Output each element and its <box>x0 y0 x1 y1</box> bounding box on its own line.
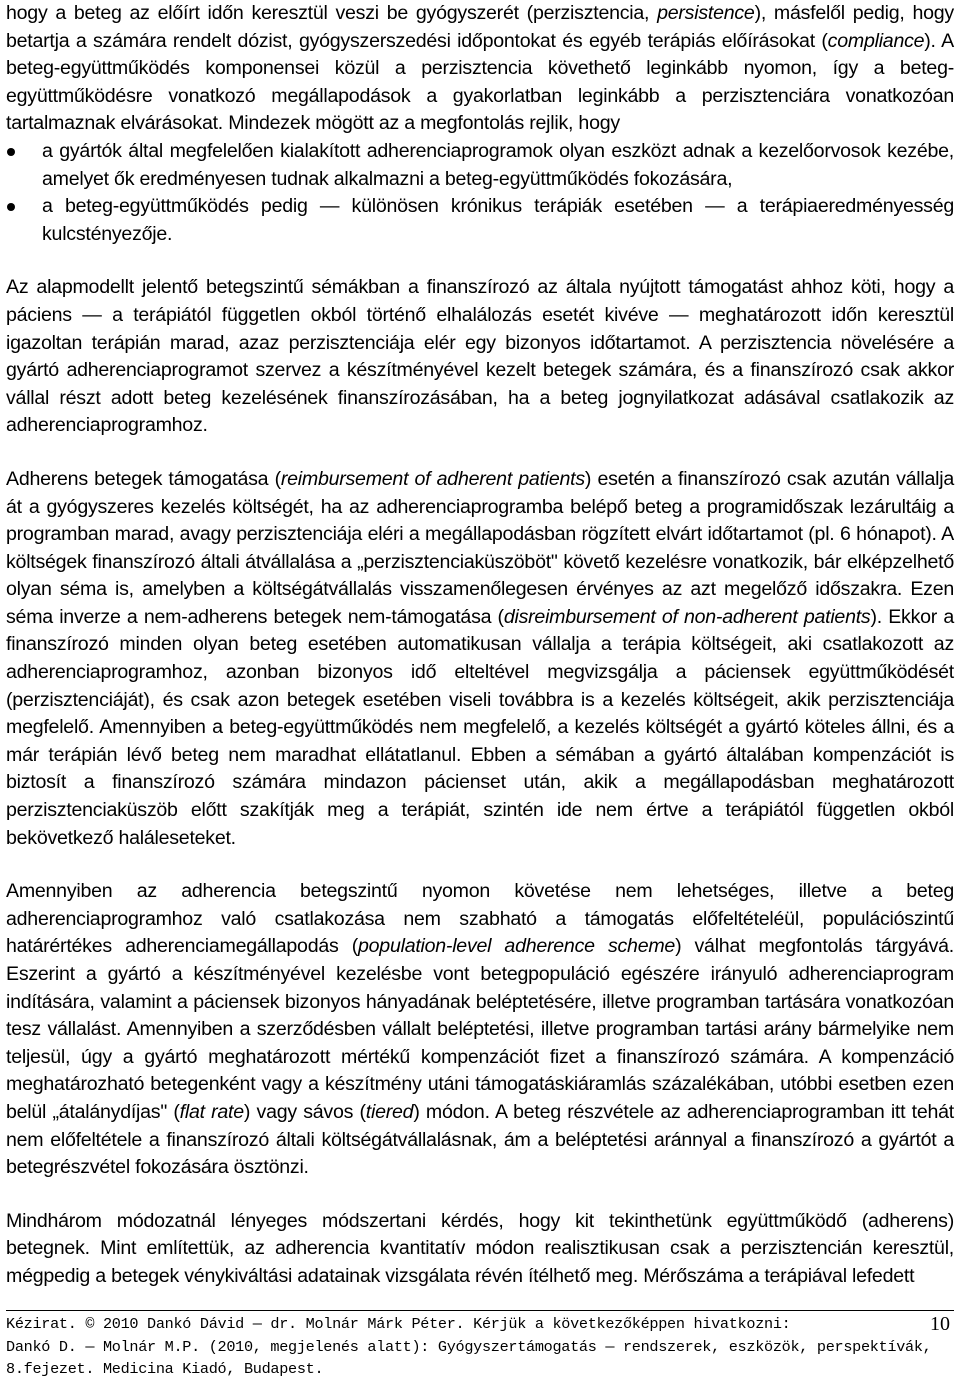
italic-term: compliance <box>827 29 925 52</box>
text-segment: ), másfelől pedig, hogy betartja a számára rendelt dózist, gyógyszerszedési időpontokat és egyéb terápiás előírásokat ( <box>6 2 954 52</box>
paragraph-base-model: Az alapmodellt jelentő betegszintű sémákban a finanszírozó az általa nyújtott támogatást ahhoz köti, hogy a páciens — a terápiától független okból történő elhalálozás esetét kivéve — meghatározott időn keresztül igazoltan terápián marad, azaz perzisztenciája elér egy bizonyos időtartamot. A perzisztencia növelésére a gyártó adherenciaprogramot szervez a készítményével kezelt betegek számára, és a finanszírozó csak akkor vállal részt adott beteg kezelésének finanszírozásában, ha a beteg jognyilatkozat adásával csatlakozik az adherenciaprogramhoz. <box>6 276 954 437</box>
footer-line: Dankó D. — Molnár M.P. (2010, megjelenés alatt): Gyógyszertámogatás — rendszerek, eszközök, perspektívák, <box>6 1337 932 1356</box>
text-segment: hogy a beteg az előírt időn keresztül veszi be gyógyszerét (perzisztencia, <box>6 2 658 24</box>
bullet-list <box>6 138 954 248</box>
paragraph-population-level <box>6 878 954 1182</box>
page-number: 10 <box>930 1313 950 1335</box>
paragraph-methodology: Mindhárom módozatnál lényeges módszertani kérdés, hogy kit tekinthetünk együttműködő (adherens) betegnek. Mint említettük, az adherencia kvantitatív módon realisztikusan csak a perzisztencián keresztül, mégpedig a betegek vénykiváltási adatainak vizsgálata révén ítélhető meg. Mérőszáma a terápiával lefedett <box>6 1209 954 1287</box>
footer-line: Kézirat. © 2010 Dankó Dávid — dr. Molnár Márk Péter. Kérjük a következőképpen hivatkozni: <box>6 1315 791 1333</box>
text-segment: ) vagy sávos ( <box>243 1100 366 1123</box>
italic-term: population-level adherence scheme <box>358 935 676 958</box>
paragraph-persistence-compliance <box>6 0 954 138</box>
page-footer <box>6 1313 954 1381</box>
footer-divider <box>6 1310 954 1311</box>
text-segment: ). Ekkor a finanszírozó minden olyan beteg esetében automatikusan vállalja a terápia költségeit, aki csatlakozott az adherenciaprogramhoz, azonban bizonyos idő elteltével megvizsgálja a páciensek együttműködését (perzisztenciáját), és csak azon betegek esetében viseli továbbra is a kezelés költségeit, akik perzisztenciája megfelelő. Amennyiben a beteg-együttműködés nem megfelelő, a kezelés költségét a gyártó köteles állni, és a már terápián lévő beteg nem maradhat ellátatlanul. Ebben a sémában a gyártó általában kompenzációt is biztosít a finanszírozó számára mindazon pácienset után, akik a megállapodásban meghatározott perzisztenciaküszöb előtt szakítják meg a terápiát, szintén ide nem értve a terápiától független okból bekövetkező haláleseteket. <box>6 605 954 849</box>
list-item <box>6 193 954 248</box>
text-segment: ) esetén a finanszírozó csak azután vállalja át a gyógyszeres kezelés költségét, ha az adherenciaprogramba belépő beteg a programidőszak lezárultáig a programban marad, avagy perzisztenciája eléri a megállapodásban rögzített elvárt időtartamot (pl. 6 hónapot). A költségek finanszírozó általi átvállalása a „perzisztenciaküszöböt" követő kezelésre vonatkozik, bár elképzelhető olyan séma is, amelyben a költségátvállalás visszamenőlegesen érvényes az azt megelőző időszakra. Ezen séma inverze a nem-adherens betegek nem-támogatása ( <box>6 467 954 628</box>
italic-term: reimbursement of adherent patients <box>280 467 585 490</box>
bullet-icon <box>7 203 15 211</box>
document-page <box>6 0 954 1291</box>
footer-line: 8.fejezet. Medicina Kiadó, Budapest. <box>6 1360 324 1378</box>
italic-term: flat rate <box>179 1100 244 1123</box>
paragraph-adherent-reimbursement <box>6 466 954 852</box>
italic-term: persistence <box>657 2 755 24</box>
italic-term: tiered <box>365 1100 414 1123</box>
list-item-text: a gyártók által megfelelően kialakított adherenciaprogramok olyan eszközt adnak a kezelőorvosok kezébe, amelyet ők eredményesen tudnak alkalmazni a beteg-együttműködés fokozására, <box>42 139 954 190</box>
bullet-icon <box>7 148 15 156</box>
italic-term: disreimbursement of non-adherent patients <box>503 605 871 628</box>
text-segment: Adherens betegek támogatása ( <box>6 467 281 490</box>
text-segment: ) módon. A beteg részvétele az adherenciaprogramban itt tehát nem előfeltétele a finanszírozó általi költségátvállalásnak, ám a beléptetési aránnyal a finanszírozó a gyártót a betegrészvétel fokozására ösztönzi. <box>6 1100 954 1179</box>
list-item-text: a beteg-együttműködés pedig — különösen krónikus terápiák esetében — a terápiaeredményesség kulcstényezője. <box>42 195 954 245</box>
text-segment: ) válhat megfontolás tárgyává. Eszerint a gyártó a készítményével kezelésbe vont betegpopuláció egészére irányuló adherenciaprogram indítására, valamint a páciensek bizonyos hányadának beléptetésére, illetve programban tartására vonatkozóan tesz vállalást. Amennyiben a szerződésben vállalt beléptetési, illetve programban tartási arány bármelyike nem teljesül, úgy a gyártó meghatározott mértékű kompenzációt fizet a finanszírozó számára. A kompenzáció meghatározható betegenként vagy a készítmény utáni támogatáskiáramlás százalékában, utóbbi esetben ezen belül „átalánydíjas" ( <box>6 935 954 1123</box>
list-item <box>6 138 954 193</box>
text-segment: ). A beteg-együttműködés komponensei közül a perzisztencia követhető leginkább nyomon, így a beteg-együttműködésre vonatkozó megállapodások a gyakorlatban leginkább a perzisztenciára vonatkozóan tartalmaznak elvárásokat. Mindezek mögött az a megfontolás rejlik, hogy <box>6 29 954 135</box>
text-segment: Amennyiben az adherencia betegszintű nyomon követése nem lehetséges, illetve a beteg adherenciaprogramhoz való csatlakozása nem szabható a támogatás előfeltételéül, populációszintű határértékes adherenciamegállapodás ( <box>6 880 954 958</box>
